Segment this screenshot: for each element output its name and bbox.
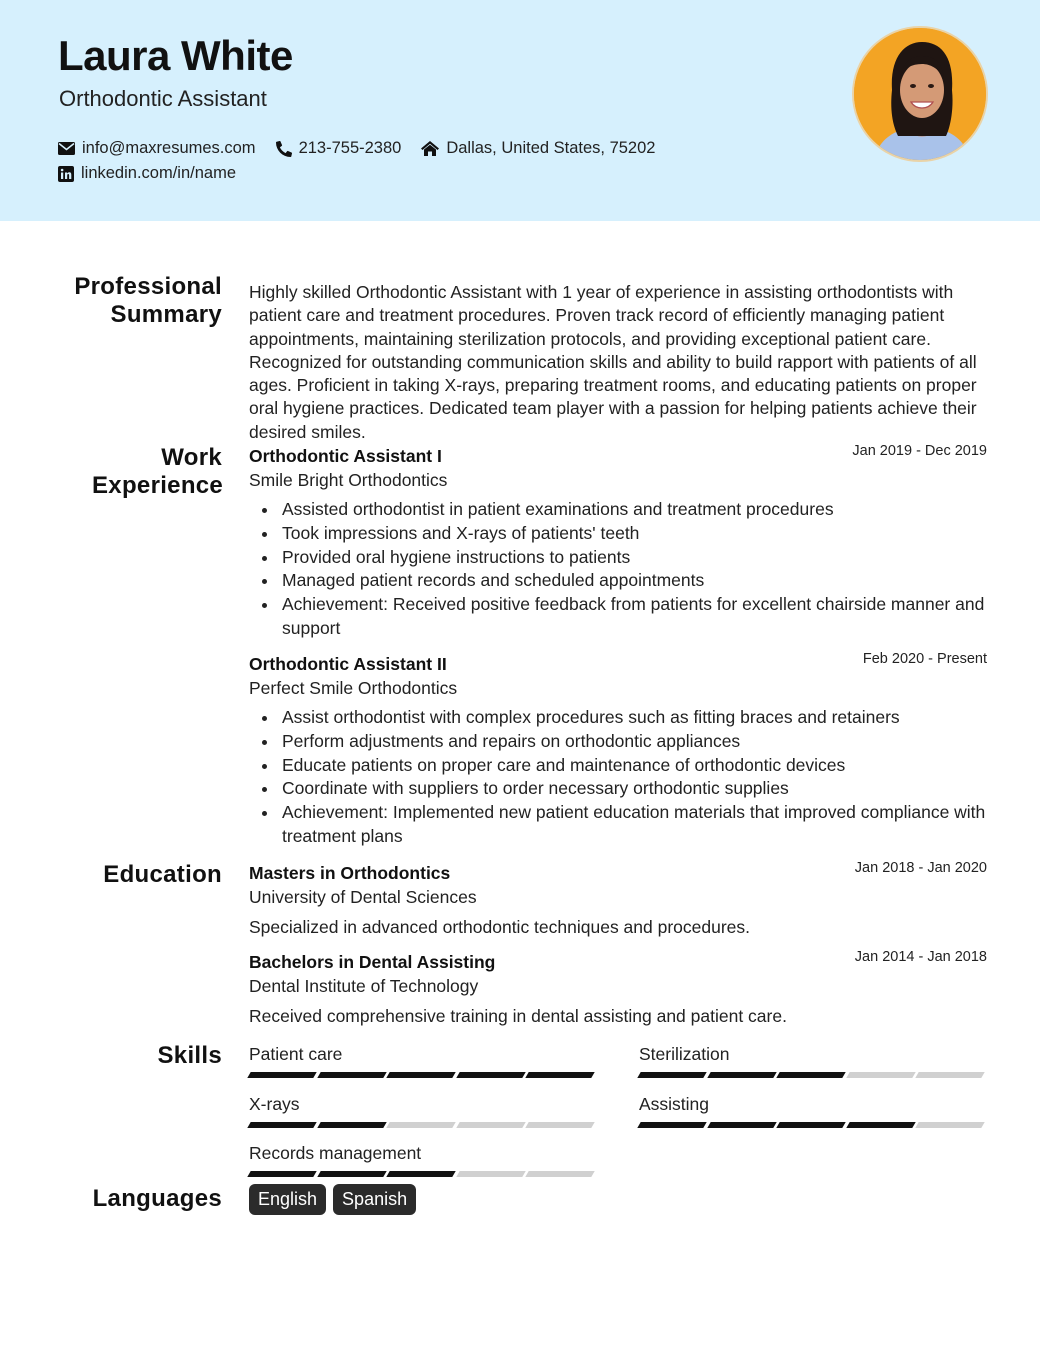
contact-row: [58, 139, 675, 158]
location-contact: [421, 139, 655, 158]
list-item: Achievement: Received positive feedback from patients for excellent chairside manner and support: [249, 593, 989, 641]
skill-segment-filled: [707, 1072, 776, 1078]
skill-name: Patient care: [249, 1044, 343, 1064]
phone-icon: [276, 141, 292, 157]
education-dates: Jan 2014 - Jan 2018: [854, 949, 987, 965]
education-header: [249, 949, 989, 975]
school: Dental Institute of Technology: [249, 976, 479, 996]
linkedin-text: linkedin.com/in/name: [81, 164, 236, 182]
list-item: Managed patient records and scheduled appointments: [249, 569, 989, 593]
skill-segment-empty: [526, 1122, 595, 1128]
skill-item: [249, 1142, 597, 1177]
skill-segment-filled: [637, 1122, 706, 1128]
language-badge: Spanish: [333, 1184, 416, 1215]
avatar: [852, 26, 988, 162]
skill-segment-filled: [456, 1072, 525, 1078]
profile-photo: [854, 28, 988, 162]
skill-name: Assisting: [639, 1094, 710, 1114]
skill-segment-filled: [317, 1072, 386, 1078]
section-title-languages-text: Languages: [92, 1185, 222, 1212]
job-position: Orthodontic Assistant I: [249, 446, 442, 466]
education-entry: [249, 860, 989, 939]
languages-list: [249, 1184, 989, 1215]
section-title-experience: [92, 444, 222, 500]
header: [0, 0, 1040, 221]
contact-row-2: [58, 164, 256, 183]
skill-name: Records management: [249, 1143, 422, 1163]
skill-name: Sterilization: [639, 1044, 730, 1064]
skill-segment-empty: [456, 1122, 525, 1128]
list-item: Took impressions and X-rays of patients' teeth: [249, 522, 989, 546]
skill-item: [639, 1043, 987, 1078]
list-item: Perform adjustments and repairs on orthodontic appliances: [249, 730, 989, 754]
candidate-name: Laura White: [58, 32, 293, 79]
phone-text: 213-755-2380: [298, 139, 402, 157]
list-item: Coordinate with suppliers to order necessary orthodontic supplies: [249, 777, 989, 801]
linkedin-contact[interactable]: [58, 164, 236, 183]
linkedin-icon: [58, 166, 74, 182]
skill-segment-filled: [317, 1122, 386, 1128]
job-company: Smile Bright Orthodontics: [249, 470, 448, 490]
location-text: Dallas, United States, 75202: [446, 139, 656, 157]
education-dates: Jan 2018 - Jan 2020: [854, 860, 987, 876]
skill-segment-empty: [526, 1171, 595, 1177]
home-icon: [421, 141, 439, 156]
skill-segment-filled: [776, 1122, 845, 1128]
language-badge: English: [249, 1184, 326, 1215]
skill-item: [249, 1043, 597, 1078]
job-position: Orthodontic Assistant II: [249, 654, 447, 674]
skill-segment-filled: [386, 1072, 455, 1078]
list-item: Provided oral hygiene instructions to patients: [249, 546, 989, 570]
skill-level-bar: [639, 1122, 987, 1128]
section-title-experience-text: Work Experience: [92, 444, 224, 499]
school: University of Dental Sciences: [249, 887, 477, 907]
job-title: Orthodontic Assistant: [59, 86, 267, 111]
skill-segment-empty: [846, 1072, 915, 1078]
skill-segment-filled: [846, 1122, 915, 1128]
list-item: Assist orthodontist with complex procedures such as fitting braces and retainers: [249, 706, 989, 730]
job-dates: Feb 2020 - Present: [862, 651, 987, 667]
job-header: [249, 651, 989, 677]
skill-segment-empty: [386, 1122, 455, 1128]
skill-level-bar: [249, 1122, 597, 1128]
list-item: Assisted orthodontist in patient examinations and treatment procedures: [249, 498, 989, 522]
phone-contact[interactable]: [276, 139, 402, 158]
section-title-skills-text: Skills: [157, 1042, 222, 1069]
skill-segment-filled: [247, 1122, 316, 1128]
skill-name: X-rays: [249, 1094, 300, 1114]
skill-segment-filled: [247, 1171, 316, 1177]
section-title-education: [103, 861, 222, 889]
skill-segment-filled: [386, 1171, 455, 1177]
section-title-summary-text: Professional Summary: [74, 273, 222, 328]
envelope-icon: [58, 142, 75, 155]
skill-segment-filled: [776, 1072, 845, 1078]
skill-segment-empty: [916, 1072, 985, 1078]
skill-segment-empty: [456, 1171, 525, 1177]
email-text: info@maxresumes.com: [82, 139, 256, 157]
skill-segment-filled: [247, 1072, 316, 1078]
skill-level-bar: [639, 1072, 987, 1078]
job-entry: [249, 651, 989, 849]
education-description: Received comprehensive training in dental assisting and patient care.: [249, 1006, 787, 1026]
degree: Masters in Orthodontics: [249, 863, 451, 883]
skill-segment-filled: [707, 1122, 776, 1128]
skill-segment-filled: [637, 1072, 706, 1078]
degree: Bachelors in Dental Assisting: [249, 952, 496, 972]
job-bullets: [249, 706, 989, 849]
list-item: Achievement: Implemented new patient education materials that improved compliance with treatment plans: [249, 801, 989, 849]
list-item: Educate patients on proper care and maintenance of orthodontic devices: [249, 754, 989, 778]
skill-segment-filled: [317, 1171, 386, 1177]
skill-level-bar: [249, 1072, 597, 1078]
job-company: Perfect Smile Orthodontics: [249, 678, 458, 698]
skill-level-bar: [249, 1171, 597, 1177]
skill-item: [639, 1093, 987, 1128]
summary-text: Highly skilled Orthodontic Assistant with 1 year of experience in assisting orthodontists with patient care and treatment procedures. Proven track record of efficiently managing patient appointments, maintaining sterilization protocols, and providing exceptional patient care. Recognized for outstanding communication skills and ability to build rapport with patients of all ages. Proficient in taking X-rays, preparing treatment rooms, and educating patients on proper oral hygiene practices. Dedicated team player with a passion for helping patients achieve their desired smiles.: [249, 282, 977, 442]
job-header: [249, 443, 989, 469]
skill-item: [249, 1093, 597, 1128]
education-description: Specialized in advanced orthodontic techniques and procedures.: [249, 917, 751, 937]
education-entry: [249, 949, 989, 1028]
section-title-summary: [62, 273, 222, 329]
education-header: [249, 860, 989, 886]
job-dates: Jan 2019 - Dec 2019: [852, 443, 987, 459]
email-contact[interactable]: [58, 139, 256, 158]
section-title-languages: [93, 1185, 222, 1213]
section-title-education-text: Education: [103, 861, 222, 888]
section-title-skills: [157, 1042, 222, 1070]
skill-segment-filled: [526, 1072, 595, 1078]
job-entry: [249, 443, 989, 641]
job-bullets: [249, 498, 989, 641]
skill-segment-empty: [916, 1122, 985, 1128]
